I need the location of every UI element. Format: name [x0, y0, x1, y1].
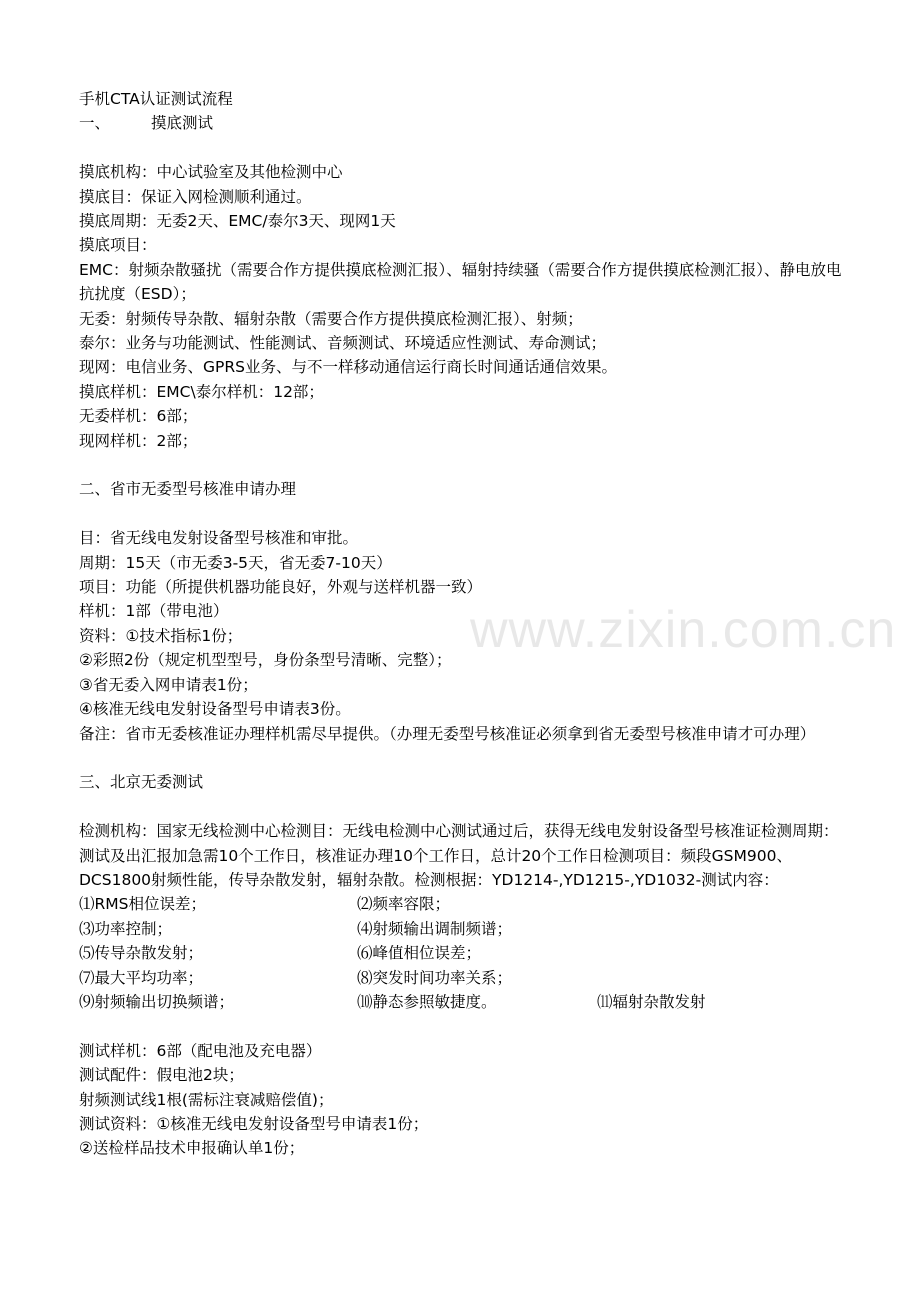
test-items-row [79, 966, 849, 990]
test-item [597, 892, 847, 916]
s1-line: 无委：射频传导杂散、辐射杂散（需要合作方提供摸底检测汇报）、射频； [79, 309, 583, 328]
s2-line: ③省无委入网申请表1份； [79, 675, 258, 694]
s1-line: 摸底项目： [79, 236, 157, 255]
test-item: ⑽静态参照敏捷度。 [357, 992, 497, 1011]
s1-line: 泰尔：业务与功能测试、性能测试、音频测试、环境适应性测试、寿命测试； [79, 334, 607, 353]
section1-title: 摸底测试 [151, 114, 214, 133]
section1-heading [79, 111, 849, 135]
s1-line: EMC：射频杂散骚扰（需要合作方提供摸底检测汇报）、辐射持续骚（需要合作方提供摸底检测汇报）、静电放电抗扰度（ESD）； [79, 260, 842, 304]
s2-line: 样机：1部（带电池） [79, 602, 229, 621]
s1-line: 摸底样机：EMC\泰尔样机：12部； [79, 382, 324, 401]
test-item: ⑷射频输出调制频谱； [357, 919, 513, 938]
s1-line: 无委样机：6部； [79, 407, 198, 426]
test-items-row [79, 990, 849, 1014]
test-items-row [79, 892, 849, 916]
s3-paragraph: 检测机构：国家无线检测中心检测目：无线电检测中心测试通过后，获得无线电发射设备型号核准证检测周期：测试及出汇报加急需10个工作日，核准证办理10个工作日，总计20个工作日检测项目：频段GSM900、DCS1800射频性能，传导杂散发射，辐射杂散。检测根据：YD1214-,YD1215-,YD1032-测试内容： [79, 822, 839, 889]
s1-line: 摸底周期：无委2天、EMC/泰尔3天、现网1天 [79, 212, 396, 231]
test-item [597, 917, 847, 941]
s3-line: 测试样机：6部（配电池及充电器） [79, 1041, 322, 1060]
s3-line: 测试资料：①核准无线电发射设备型号申请表1份； [79, 1114, 429, 1133]
test-item: ⑾辐射杂散发射 [597, 992, 706, 1011]
s1-line: 摸底目：保证入网检测顺利通过。 [79, 187, 312, 206]
section3-heading: 三、北京无委测试 [79, 773, 204, 792]
s3-line: ②送检样品技术申报确认单1份； [79, 1139, 305, 1158]
section2-heading: 二、省市无委型号核准申请办理 [79, 480, 297, 499]
test-items-row [79, 941, 849, 965]
section1-number: 一、 [79, 114, 111, 133]
spacer [79, 136, 849, 160]
test-item: ⑶功率控制； [79, 919, 173, 938]
test-item: ⑴RMS相位误差； [79, 895, 206, 914]
test-item: ⑹峰值相位误差； [357, 944, 482, 963]
s1-line: 摸底机构：中心试验室及其他检测中心 [79, 163, 343, 182]
s1-line: 现网：电信业务、GPRS业务、与不一样移动通信运行商长时间通话通信效果。 [79, 358, 617, 377]
document-body [79, 87, 849, 1161]
s2-line: 备注：省市无委核准证办理样机需尽早提供。（办理无委型号核准证必须拿到省无委型号核准申请才可办理） [79, 724, 816, 743]
test-item: ⑸传导杂散发射； [79, 944, 204, 963]
s2-line: 周期：15天（市无委3-5天，省无委7-10天） [79, 553, 392, 572]
watermark-text: www.zixin.com.cn [470, 601, 897, 659]
spacer [79, 453, 849, 477]
spacer [79, 746, 849, 770]
spacer [79, 1014, 849, 1038]
test-items-row [79, 917, 849, 941]
test-item: ⑵频率容限； [357, 895, 451, 914]
test-item: ⑺最大平均功率； [79, 968, 204, 987]
s2-line: 目：省无线电发射设备型号核准和审批。 [79, 529, 359, 548]
spacer [79, 795, 849, 819]
s2-line: 项目：功能（所提供机器功能良好，外观与送样机器一致） [79, 578, 483, 597]
s3-line: 射频测试线1根(需标注衰减赔偿值)； [79, 1090, 334, 1109]
test-item: ⑼射频输出切换频谱； [79, 992, 235, 1011]
test-item [597, 966, 847, 990]
s2-line: ②彩照2份（规定机型型号，身份条型号清晰、完整）； [79, 651, 452, 670]
spacer [79, 502, 849, 526]
s2-line: 资料：①技术指标1份； [79, 626, 243, 645]
s2-line: ④核准无线电发射设备型号申请表3份。 [79, 700, 351, 719]
test-item [597, 941, 847, 965]
s1-line: 现网样机：2部； [79, 431, 198, 450]
doc-title: 手机CTA认证测试流程 [79, 90, 233, 108]
test-item: ⑻突发时间功率关系； [357, 968, 513, 987]
s3-line: 测试配件：假电池2块； [79, 1066, 244, 1085]
